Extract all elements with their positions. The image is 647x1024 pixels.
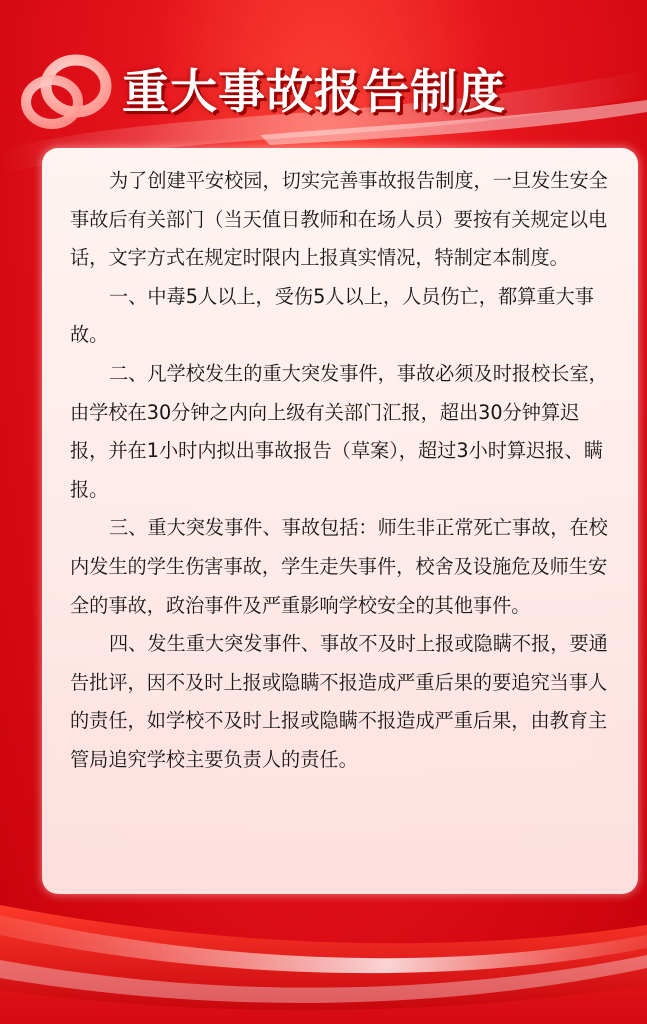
paragraph-intro: 为了创建平安校园，切实完善事故报告制度，一旦发生安全事故后有关部门（当天值日教师和在场人员）要按有关规定以电话，文字方式在规定时限内上报真实情况，特制定本制度。 [70, 169, 608, 270]
page-title: 重大事故报告制度 [122, 65, 506, 120]
paragraph-item-4: 四、发生重大突发事件、事故不及时上报或隐瞒不报，要通告批评，因不及时上报或隐瞒不报造成严重后果的要追究当事人的责任，如学校不及时上报或隐瞒不报造成严重后果，由教育主管局追究学校主要负责人的责任。 [70, 632, 608, 771]
body-text [70, 162, 610, 780]
paragraph-item-1: 一、中毒5人以上，受伤5人以上，人员伤亡，都算重大事故。 [70, 284, 594, 347]
paragraph-item-2: 二、凡学校发生的重大突发事件，事故必须及时报校长室，由学校在30分钟之内向上级有关部门汇报，超出30分钟算迟报，并在1小时内拟出事故报告（草案），超过3小时算迟报、瞒报。 [70, 361, 608, 501]
paragraph-item-3: 三、重大突发事件、事故包括：师生非正常死亡事故，在校内发生的学生伤害事故，学生走失事件，校舍及设施危及师生安全的事故，政治事件及严重影响学校安全的其他事件。 [70, 516, 608, 617]
interlocking-rings-icon [18, 52, 114, 132]
